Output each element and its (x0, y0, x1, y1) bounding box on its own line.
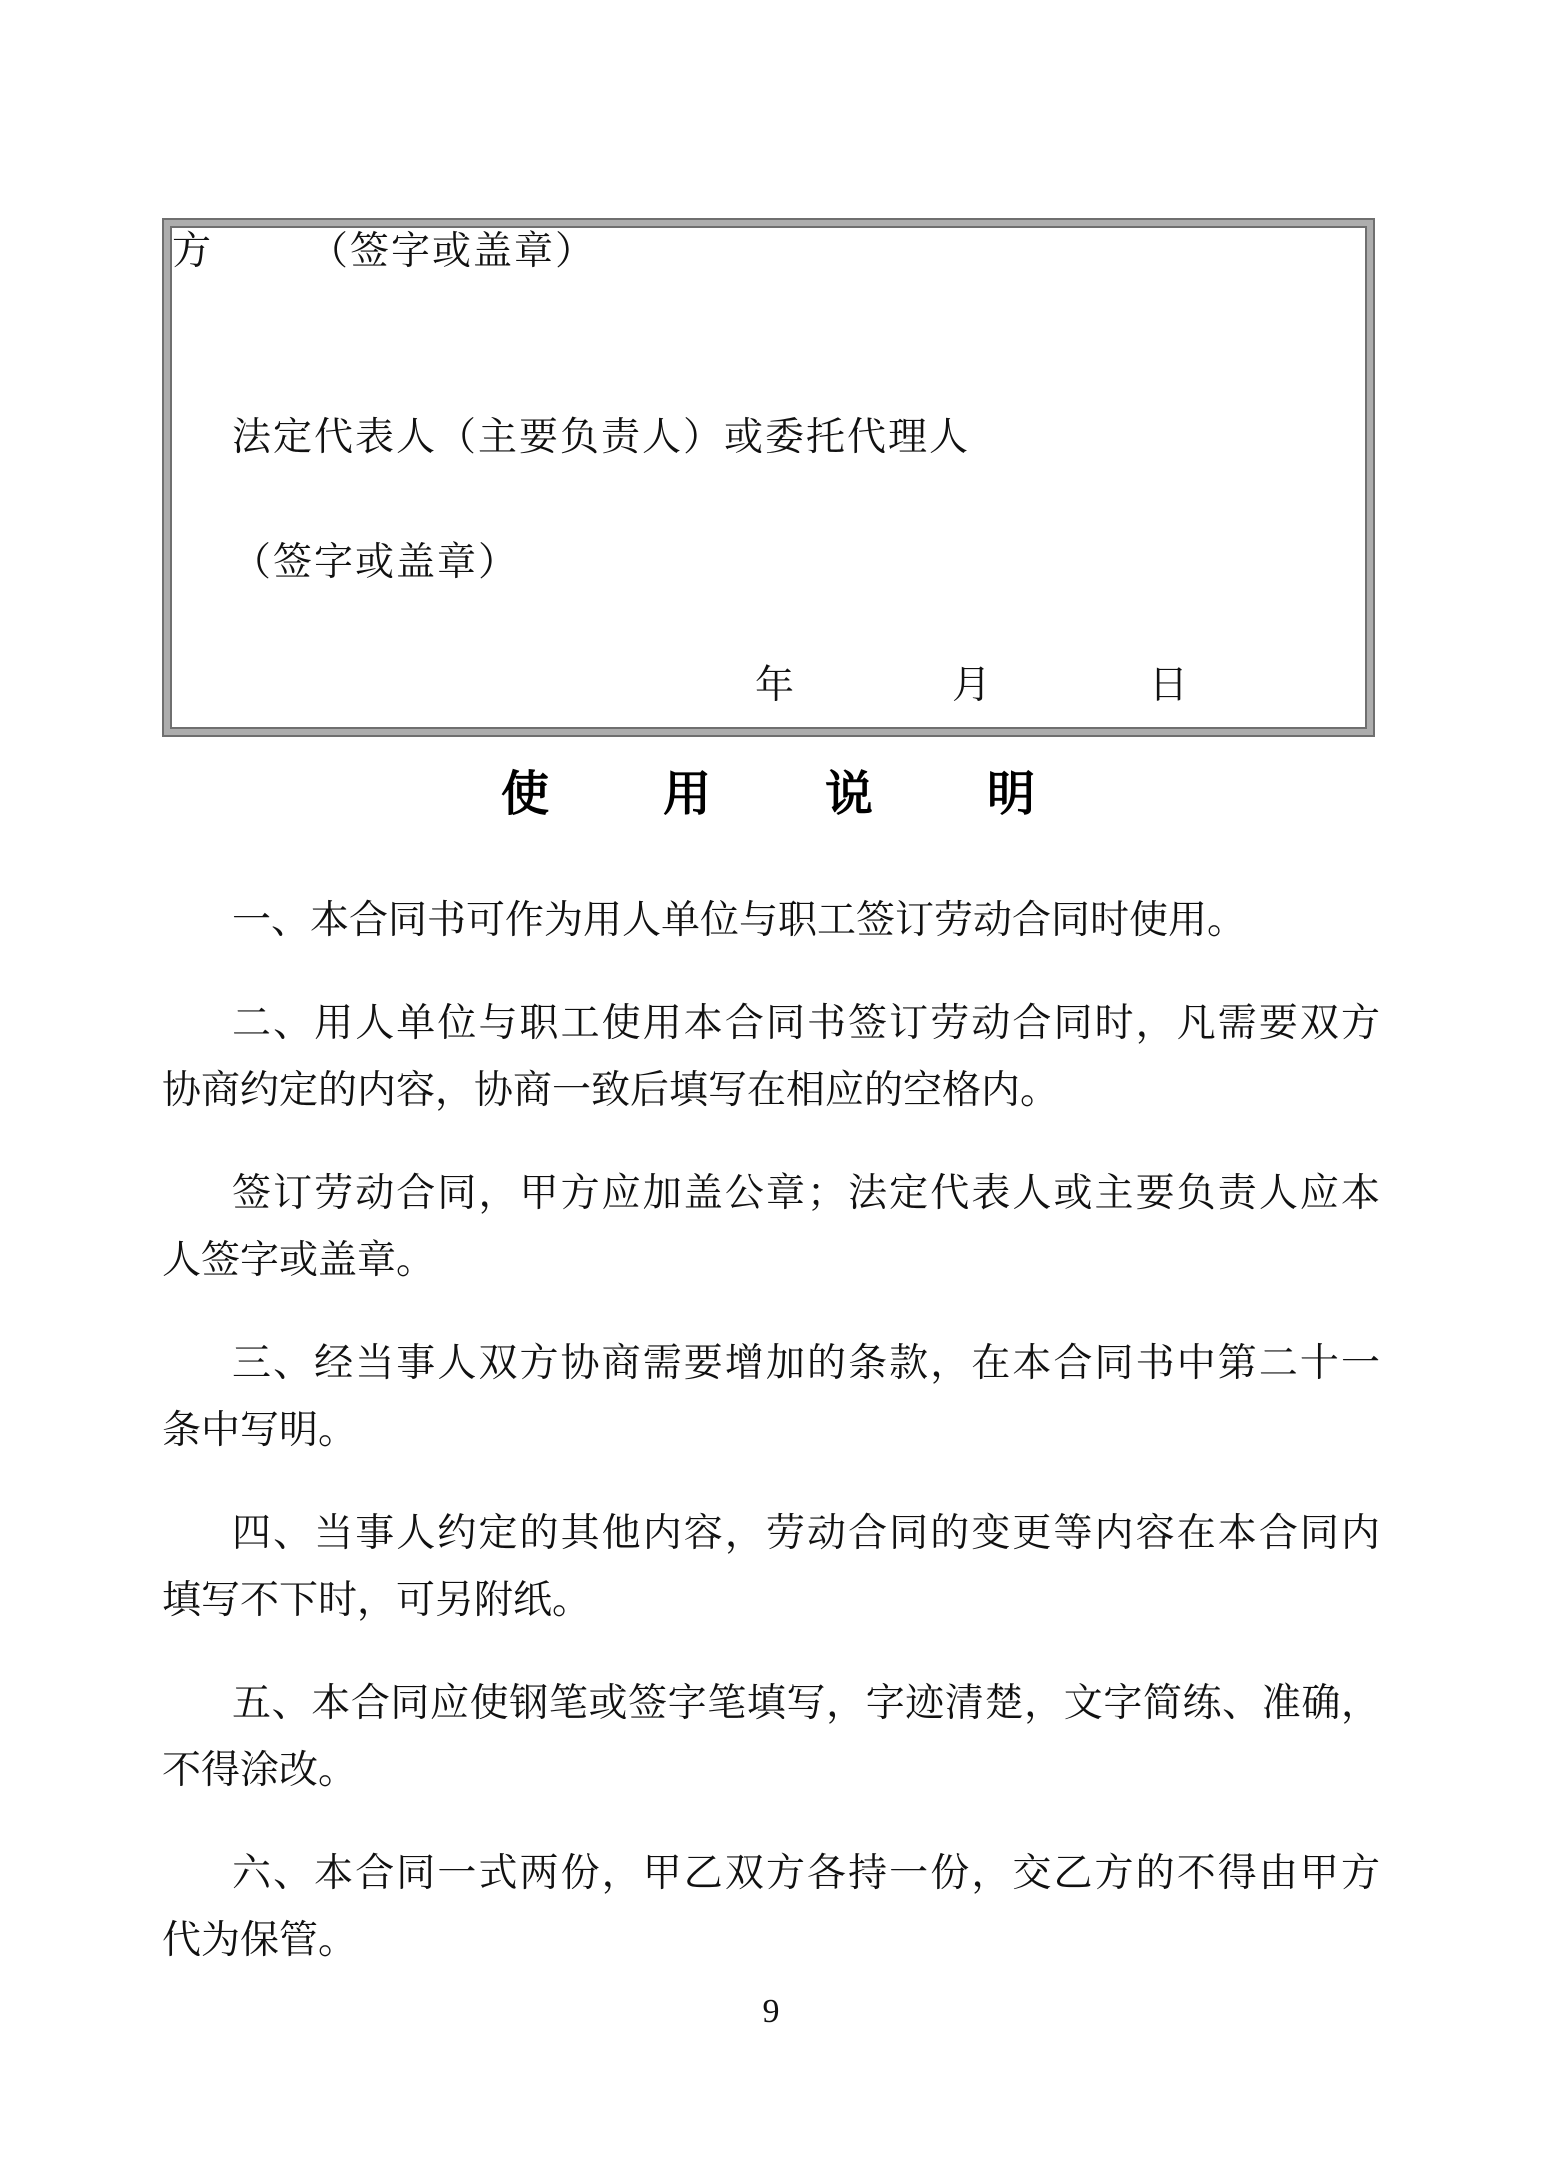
instruction-line: 三、经当事人双方协商需要增加的条款，在本合同书中第二十一 (232, 1342, 1380, 1385)
instruction-line: 协商约定的内容，协商一致后填写在相应的空格内。 (162, 1069, 1060, 1112)
paragraph-6 (162, 1670, 1380, 1804)
paragraph-1 (162, 887, 1380, 954)
signature-box (162, 218, 1375, 737)
instruction-line: 一、本合同书可作为用人单位与职工签订劳动合同时使用。 (232, 899, 1247, 942)
instruction-line: 代为保管。 (162, 1919, 358, 1962)
instruction-line: 签订劳动合同，甲方应加盖公章；法定代表人或主要负责人应本 (232, 1172, 1380, 1215)
instruction-line: 四、当事人约定的其他内容，劳动合同的变更等内容在本合同内 (232, 1512, 1380, 1555)
instruction-line: 六、本合同一式两份，甲乙双方各持一份，交乙方的不得由甲方 (232, 1852, 1380, 1895)
sign-or-seal-label: （签字或盖章） (309, 230, 597, 273)
signature-box-border (164, 220, 1373, 735)
instruction-line: 五、本合同应使钢笔或签字笔填写，字迹清楚，文字简练、准确， (232, 1682, 1380, 1725)
paragraph-5 (162, 1500, 1380, 1634)
paragraph-7 (162, 1840, 1380, 1974)
section-title: 使 用 说 明 (500, 768, 1041, 821)
day-label: 日 (1149, 664, 1191, 707)
paragraph-3 (162, 1160, 1380, 1294)
party-prefix-label: 方 (172, 230, 214, 273)
instruction-line: 填写不下时，可另附纸。 (162, 1579, 592, 1622)
month-label: 月 (952, 664, 994, 707)
signature-box-content (170, 226, 1367, 729)
party-signature-line (172, 228, 1355, 276)
instruction-line: 不得涂改。 (162, 1749, 358, 1792)
instruction-line: 条中写明。 (162, 1409, 358, 1452)
instruction-line: 人签字或盖章。 (162, 1239, 436, 1282)
paragraph-2 (162, 990, 1380, 1124)
date-line (755, 662, 1355, 710)
legal-representative-line: 法定代表人（主要负责人）或委托代理人 (232, 416, 971, 459)
sign-or-seal-line: （签字或盖章） (232, 541, 520, 584)
year-label: 年 (755, 664, 797, 707)
page-number: 9 (762, 1993, 780, 2030)
instructions-body (162, 887, 1380, 1974)
instruction-line: 二、用人单位与职工使用本合同书签订劳动合同时，凡需要双方 (232, 1002, 1380, 1045)
paragraph-4 (162, 1330, 1380, 1464)
